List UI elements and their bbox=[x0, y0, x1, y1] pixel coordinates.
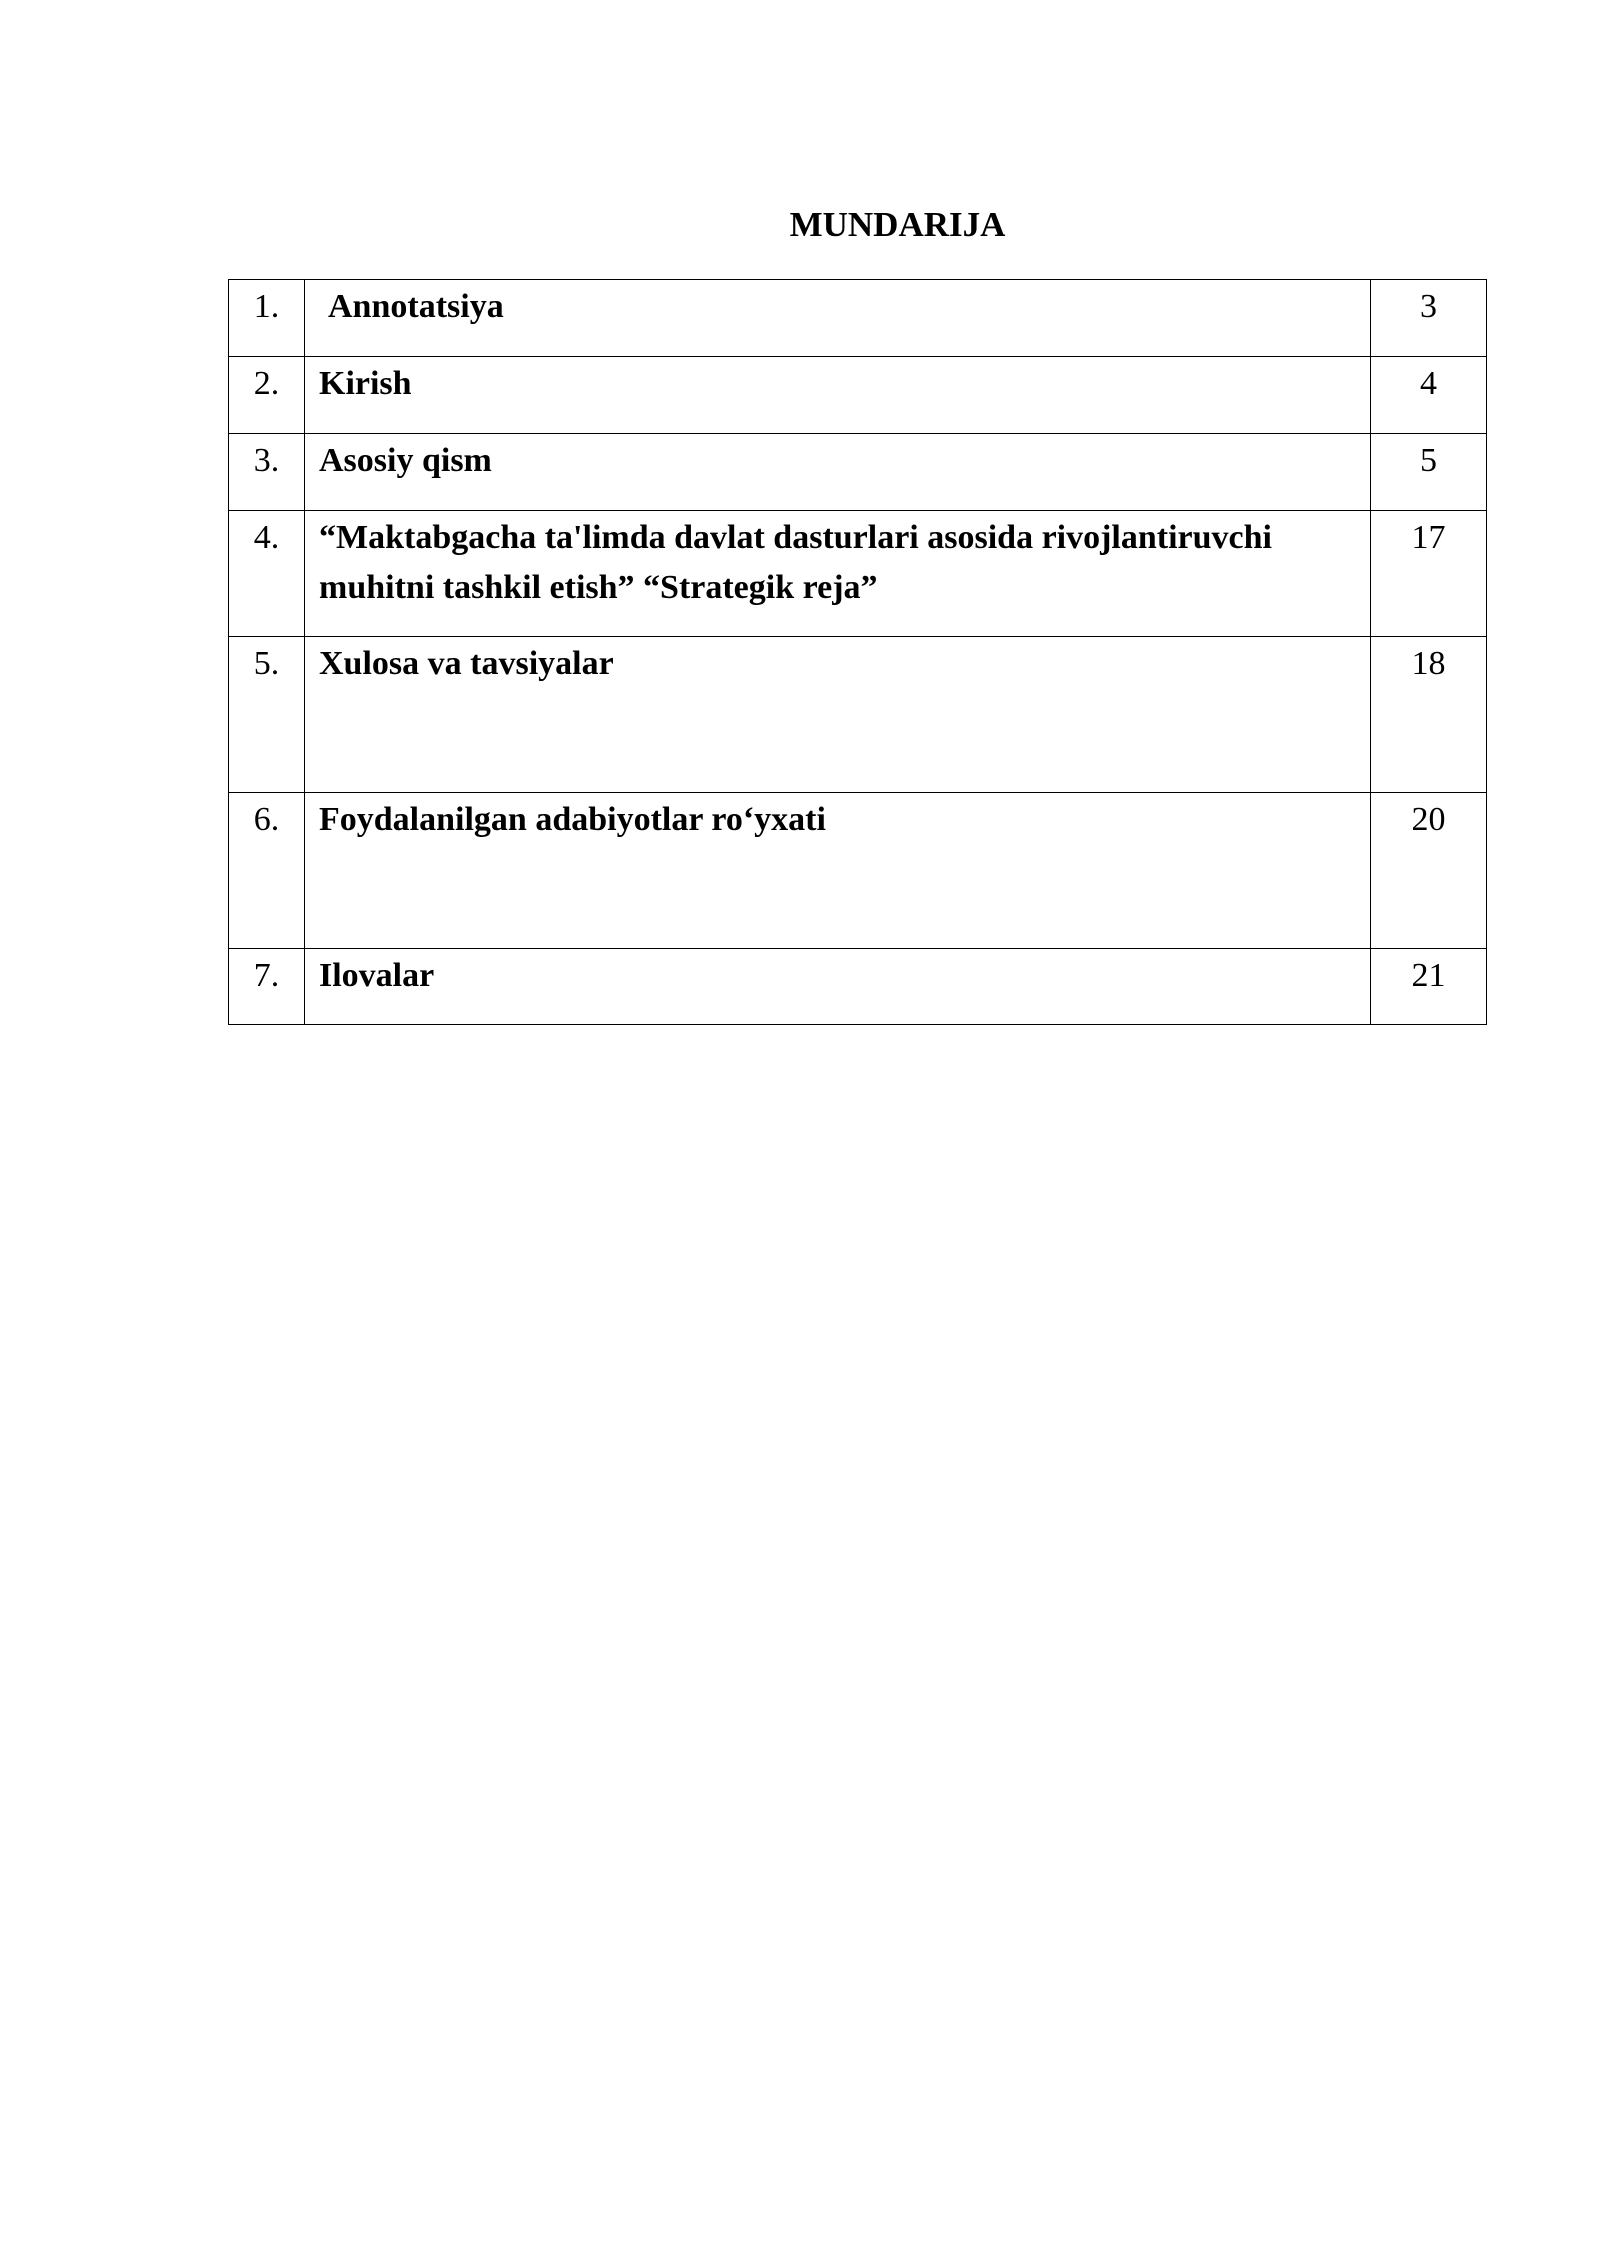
toc-page-number: 5 bbox=[1371, 434, 1487, 511]
toc-title: “Maktabgacha ta'limda davlat dasturlari asosida rivojlantiruvchi muhitni tashkil etish” “Strategik reja” bbox=[305, 511, 1371, 637]
toc-row bbox=[229, 434, 1487, 511]
toc-number: 1. bbox=[229, 280, 305, 357]
page-title: MUNDARIJA bbox=[789, 205, 1006, 244]
toc-number: 2. bbox=[229, 357, 305, 434]
toc-number: 3. bbox=[229, 434, 305, 511]
toc-number: 5. bbox=[229, 637, 305, 793]
toc-number: 7. bbox=[229, 949, 305, 1025]
toc-page-number: 21 bbox=[1371, 949, 1487, 1025]
toc-page-number: 18 bbox=[1371, 637, 1487, 793]
toc-page-number: 17 bbox=[1371, 511, 1487, 637]
toc-row bbox=[229, 637, 1487, 793]
toc-row bbox=[229, 511, 1487, 637]
toc-number: 6. bbox=[229, 793, 305, 949]
toc-title: Xulosa va tavsiyalar bbox=[305, 637, 1371, 793]
toc-row bbox=[229, 949, 1487, 1025]
toc-title: Annotatsiya bbox=[305, 280, 1371, 357]
table-of-contents bbox=[228, 279, 1487, 1025]
toc-page-number: 20 bbox=[1371, 793, 1487, 949]
toc-row bbox=[229, 280, 1487, 357]
toc-number: 4. bbox=[229, 511, 305, 637]
toc-title: Ilovalar bbox=[305, 949, 1371, 1025]
toc-title: Asosiy qism bbox=[305, 434, 1371, 511]
toc-row bbox=[229, 357, 1487, 434]
toc-title: Kirish bbox=[305, 357, 1371, 434]
toc-page-number: 3 bbox=[1371, 280, 1487, 357]
toc-row bbox=[229, 793, 1487, 949]
toc-title: Foydalanilgan adabiyotlar ro‘yxati bbox=[305, 793, 1371, 949]
toc-page-number: 4 bbox=[1371, 357, 1487, 434]
